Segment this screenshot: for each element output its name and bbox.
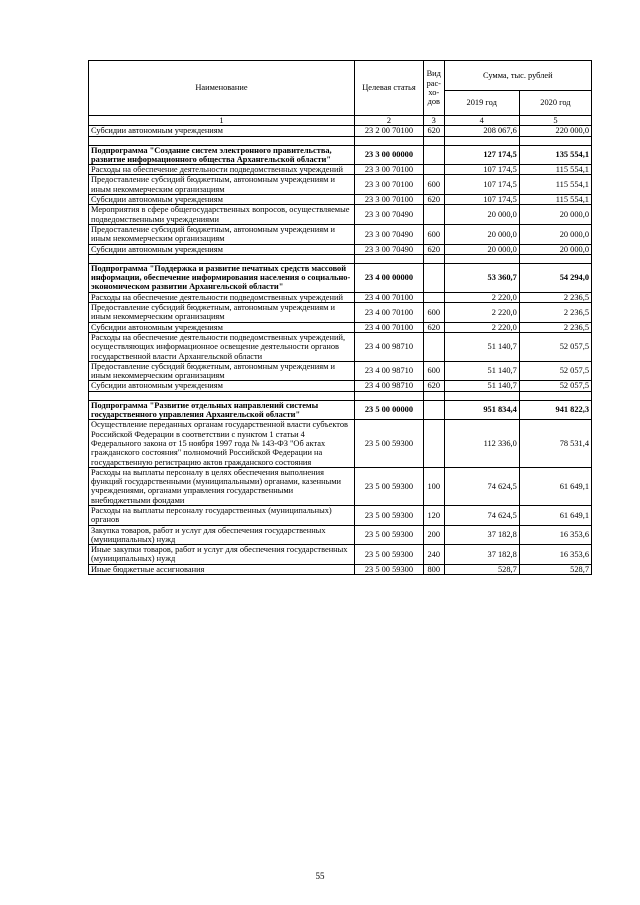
row-expense-type: 620: [423, 244, 444, 254]
column-number: 5: [519, 116, 591, 126]
row-expense-type: 600: [423, 361, 444, 381]
row-name: Подпрограмма "Развитие отдельных направлений системы государственного управления Архангельской области": [89, 400, 355, 420]
row-expense-type: [423, 165, 444, 175]
row-amount-2020: 52 057,5: [519, 361, 591, 381]
table-body: [89, 126, 592, 575]
row-amount-2019: 53 360,7: [444, 263, 519, 292]
row-amount-2020: 20 000,0: [519, 205, 591, 225]
table-row: [89, 361, 592, 381]
spacer-cell: [354, 136, 423, 145]
spacer-cell: [519, 254, 591, 263]
column-number: 3: [423, 116, 444, 126]
row-amount-2019: 51 140,7: [444, 381, 519, 391]
column-number-row: [89, 116, 592, 126]
row-name: Предоставление субсидий бюджетным, автономным учреждениям и иным некоммерческим организациям: [89, 224, 355, 244]
row-amount-2020: 78 531,4: [519, 420, 591, 467]
row-amount-2020: 115 554,1: [519, 195, 591, 205]
header-vid: [423, 61, 444, 116]
row-target-code: 23 5 00 59300: [354, 420, 423, 467]
row-amount-2020: 20 000,0: [519, 224, 591, 244]
row-target-code: 23 5 00 59300: [354, 525, 423, 545]
row-amount-2019: 2 220,0: [444, 322, 519, 332]
table-row: [89, 467, 592, 505]
row-amount-2020: 115 554,1: [519, 165, 591, 175]
row-target-code: 23 4 00 98710: [354, 361, 423, 381]
row-name: Мероприятия в сфере общегосударственных вопросов, осуществляемые подведомственными учреждениями: [89, 205, 355, 225]
row-amount-2020: 220 000,0: [519, 126, 591, 136]
column-number: 1: [89, 116, 355, 126]
spacer-cell: [354, 391, 423, 400]
row-name: Закупка товаров, работ и услуг для обеспечения государственных (муниципальных) нужд: [89, 525, 355, 545]
row-amount-2019: 528,7: [444, 564, 519, 574]
row-amount-2020: 2 236,5: [519, 322, 591, 332]
row-amount-2019: 37 182,8: [444, 525, 519, 545]
row-target-code: 23 4 00 70100: [354, 322, 423, 332]
header-row-top: [89, 61, 592, 91]
row-name: Расходы на обеспечение деятельности подведомственных учреждений, осуществляющих информационное освещение деятельности органов государственной власти Архангельской области: [89, 332, 355, 361]
table-row: [89, 292, 592, 302]
row-expense-type: [423, 400, 444, 420]
row-name: Субсидии автономным учреждениям: [89, 244, 355, 254]
row-amount-2020: 54 294,0: [519, 263, 591, 292]
row-amount-2020: 52 057,5: [519, 381, 591, 391]
row-expense-type: 620: [423, 381, 444, 391]
table-row: [89, 545, 592, 565]
header-vid-line: рас-: [426, 78, 441, 88]
spacer-cell: [89, 391, 355, 400]
row-amount-2019: 51 140,7: [444, 361, 519, 381]
row-expense-type: 600: [423, 224, 444, 244]
table-row: [89, 332, 592, 361]
row-amount-2020: 16 353,6: [519, 525, 591, 545]
column-number: 2: [354, 116, 423, 126]
row-expense-type: 800: [423, 564, 444, 574]
row-expense-type: 200: [423, 525, 444, 545]
row-amount-2019: 37 182,8: [444, 545, 519, 565]
page-number: 55: [315, 871, 325, 881]
header-code: Целевая статья: [354, 61, 423, 116]
table-row: [89, 195, 592, 205]
row-target-code: 23 5 00 00000: [354, 400, 423, 420]
row-name: Расходы на обеспечение деятельности подведомственных учреждений: [89, 165, 355, 175]
row-expense-type: [423, 420, 444, 467]
row-amount-2020: 941 822,3: [519, 400, 591, 420]
row-name: Субсидии автономным учреждениям: [89, 381, 355, 391]
row-target-code: 23 3 00 70100: [354, 195, 423, 205]
header-sum: Сумма, тыс. рублей: [444, 61, 591, 91]
row-name: Иные закупки товаров, работ и услуг для обеспечения государственных (муниципальных) нужд: [89, 545, 355, 565]
row-amount-2020: 135 554,1: [519, 145, 591, 165]
subprogram-row: [89, 263, 592, 292]
row-amount-2019: 107 174,5: [444, 175, 519, 195]
row-name: Расходы на выплаты персоналу государственных (муниципальных) органов: [89, 505, 355, 525]
row-expense-type: 620: [423, 195, 444, 205]
table-row: [89, 505, 592, 525]
header-name: Наименование: [89, 61, 355, 116]
row-expense-type: [423, 263, 444, 292]
budget-table: [88, 60, 592, 575]
row-target-code: 23 3 00 00000: [354, 145, 423, 165]
spacer-cell: [519, 391, 591, 400]
row-target-code: 23 4 00 98710: [354, 381, 423, 391]
row-name: Предоставление субсидий бюджетным, автономным учреждениям и иным некоммерческим организациям: [89, 361, 355, 381]
row-amount-2019: 74 624,5: [444, 505, 519, 525]
row-amount-2019: 2 220,0: [444, 303, 519, 323]
row-target-code: 23 3 00 70100: [354, 165, 423, 175]
row-name: Подпрограмма "Создание систем электронного правительства, развитие информационного общества Архангельской области": [89, 145, 355, 165]
spacer-cell: [354, 254, 423, 263]
spacer-cell: [89, 254, 355, 263]
row-target-code: 23 3 00 70490: [354, 224, 423, 244]
row-target-code: 23 5 00 59300: [354, 505, 423, 525]
row-expense-type: 620: [423, 126, 444, 136]
table-row: [89, 175, 592, 195]
spacer-row: [89, 391, 592, 400]
row-target-code: 23 5 00 59300: [354, 467, 423, 505]
subprogram-row: [89, 145, 592, 165]
row-name: Субсидии автономным учреждениям: [89, 126, 355, 136]
row-amount-2019: 20 000,0: [444, 205, 519, 225]
row-expense-type: 100: [423, 467, 444, 505]
row-name: Расходы на обеспечение деятельности подведомственных учреждений: [89, 292, 355, 302]
table-row: [89, 525, 592, 545]
row-expense-type: 240: [423, 545, 444, 565]
table-row: [89, 420, 592, 467]
spacer-cell: [444, 136, 519, 145]
row-target-code: 23 4 00 70100: [354, 292, 423, 302]
row-amount-2020: 61 649,1: [519, 505, 591, 525]
row-expense-type: 120: [423, 505, 444, 525]
row-target-code: 23 3 00 70100: [354, 175, 423, 195]
row-amount-2019: 20 000,0: [444, 244, 519, 254]
table-row: [89, 381, 592, 391]
row-name: Подпрограмма "Поддержка и развитие печатных средств массовой информации, обеспечение информирования населения о социально-экономическом развитии Архангельской области": [89, 263, 355, 292]
table-row: [89, 244, 592, 254]
row-amount-2020: 61 649,1: [519, 467, 591, 505]
row-target-code: 23 4 00 98710: [354, 332, 423, 361]
row-name: Расходы на выплаты персоналу в целях обеспечения выполнения функций государственными (муниципальными) органами, казенными учреждениями, органами управления государственными внебюджетными фондами: [89, 467, 355, 505]
row-amount-2020: 2 236,5: [519, 303, 591, 323]
row-target-code: 23 2 00 70100: [354, 126, 423, 136]
row-amount-2019: 2 220,0: [444, 292, 519, 302]
header-vid-line: дов: [427, 97, 440, 107]
spacer-cell: [423, 136, 444, 145]
row-expense-type: 600: [423, 303, 444, 323]
subprogram-row: [89, 400, 592, 420]
spacer-row: [89, 254, 592, 263]
row-amount-2019: 107 174,5: [444, 195, 519, 205]
spacer-cell: [423, 254, 444, 263]
row-amount-2019: 107 174,5: [444, 165, 519, 175]
row-expense-type: 620: [423, 322, 444, 332]
row-name: Иные бюджетные ассигнования: [89, 564, 355, 574]
row-amount-2019: 951 834,4: [444, 400, 519, 420]
table-row: [89, 165, 592, 175]
header-vid-line: Вид: [426, 69, 441, 79]
row-expense-type: [423, 205, 444, 225]
row-name: Осуществление переданных органам государственной власти субъектов Российской Федерации в соответствии с пунктом 1 статьи 4 Федерального закона от 15 ноября 1997 года № 143-ФЗ "Об актах гражданского состояния" полномочий Российской Федерации на государственную регистрацию актов гражданского состояния: [89, 420, 355, 467]
row-expense-type: 600: [423, 175, 444, 195]
row-name: Предоставление субсидий бюджетным, автономным учреждениям и иным некоммерческим организациям: [89, 303, 355, 323]
table-row: [89, 205, 592, 225]
row-amount-2020: 20 000,0: [519, 244, 591, 254]
row-target-code: 23 5 00 59300: [354, 564, 423, 574]
row-amount-2020: 528,7: [519, 564, 591, 574]
spacer-cell: [519, 136, 591, 145]
row-expense-type: [423, 145, 444, 165]
table-row: [89, 564, 592, 574]
spacer-row: [89, 136, 592, 145]
spacer-cell: [444, 254, 519, 263]
header-year-2020: 2020 год: [519, 91, 591, 116]
row-amount-2019: 74 624,5: [444, 467, 519, 505]
row-name: Предоставление субсидий бюджетным, автономным учреждениям и иным некоммерческим организациям: [89, 175, 355, 195]
spacer-cell: [423, 391, 444, 400]
header-vid-line: хо-: [428, 88, 440, 97]
row-amount-2020: 2 236,5: [519, 292, 591, 302]
budget-page: [88, 60, 592, 575]
row-amount-2019: 127 174,5: [444, 145, 519, 165]
table-row: [89, 322, 592, 332]
row-amount-2020: 52 057,5: [519, 332, 591, 361]
row-name: Субсидии автономным учреждениям: [89, 195, 355, 205]
row-target-code: 23 4 00 00000: [354, 263, 423, 292]
row-target-code: 23 3 00 70490: [354, 244, 423, 254]
row-amount-2019: 51 140,7: [444, 332, 519, 361]
row-target-code: 23 4 00 70100: [354, 303, 423, 323]
row-amount-2020: 115 554,1: [519, 175, 591, 195]
row-name: Субсидии автономным учреждениям: [89, 322, 355, 332]
row-amount-2019: 208 067,6: [444, 126, 519, 136]
row-amount-2020: 16 353,6: [519, 545, 591, 565]
row-amount-2019: 20 000,0: [444, 224, 519, 244]
column-number: 4: [444, 116, 519, 126]
row-expense-type: [423, 292, 444, 302]
row-amount-2019: 112 336,0: [444, 420, 519, 467]
header-year-2019: 2019 год: [444, 91, 519, 116]
spacer-cell: [444, 391, 519, 400]
row-expense-type: [423, 332, 444, 361]
row-target-code: 23 5 00 59300: [354, 545, 423, 565]
table-row: [89, 303, 592, 323]
table-row: [89, 126, 592, 136]
spacer-cell: [89, 136, 355, 145]
row-target-code: 23 3 00 70490: [354, 205, 423, 225]
table-row: [89, 224, 592, 244]
